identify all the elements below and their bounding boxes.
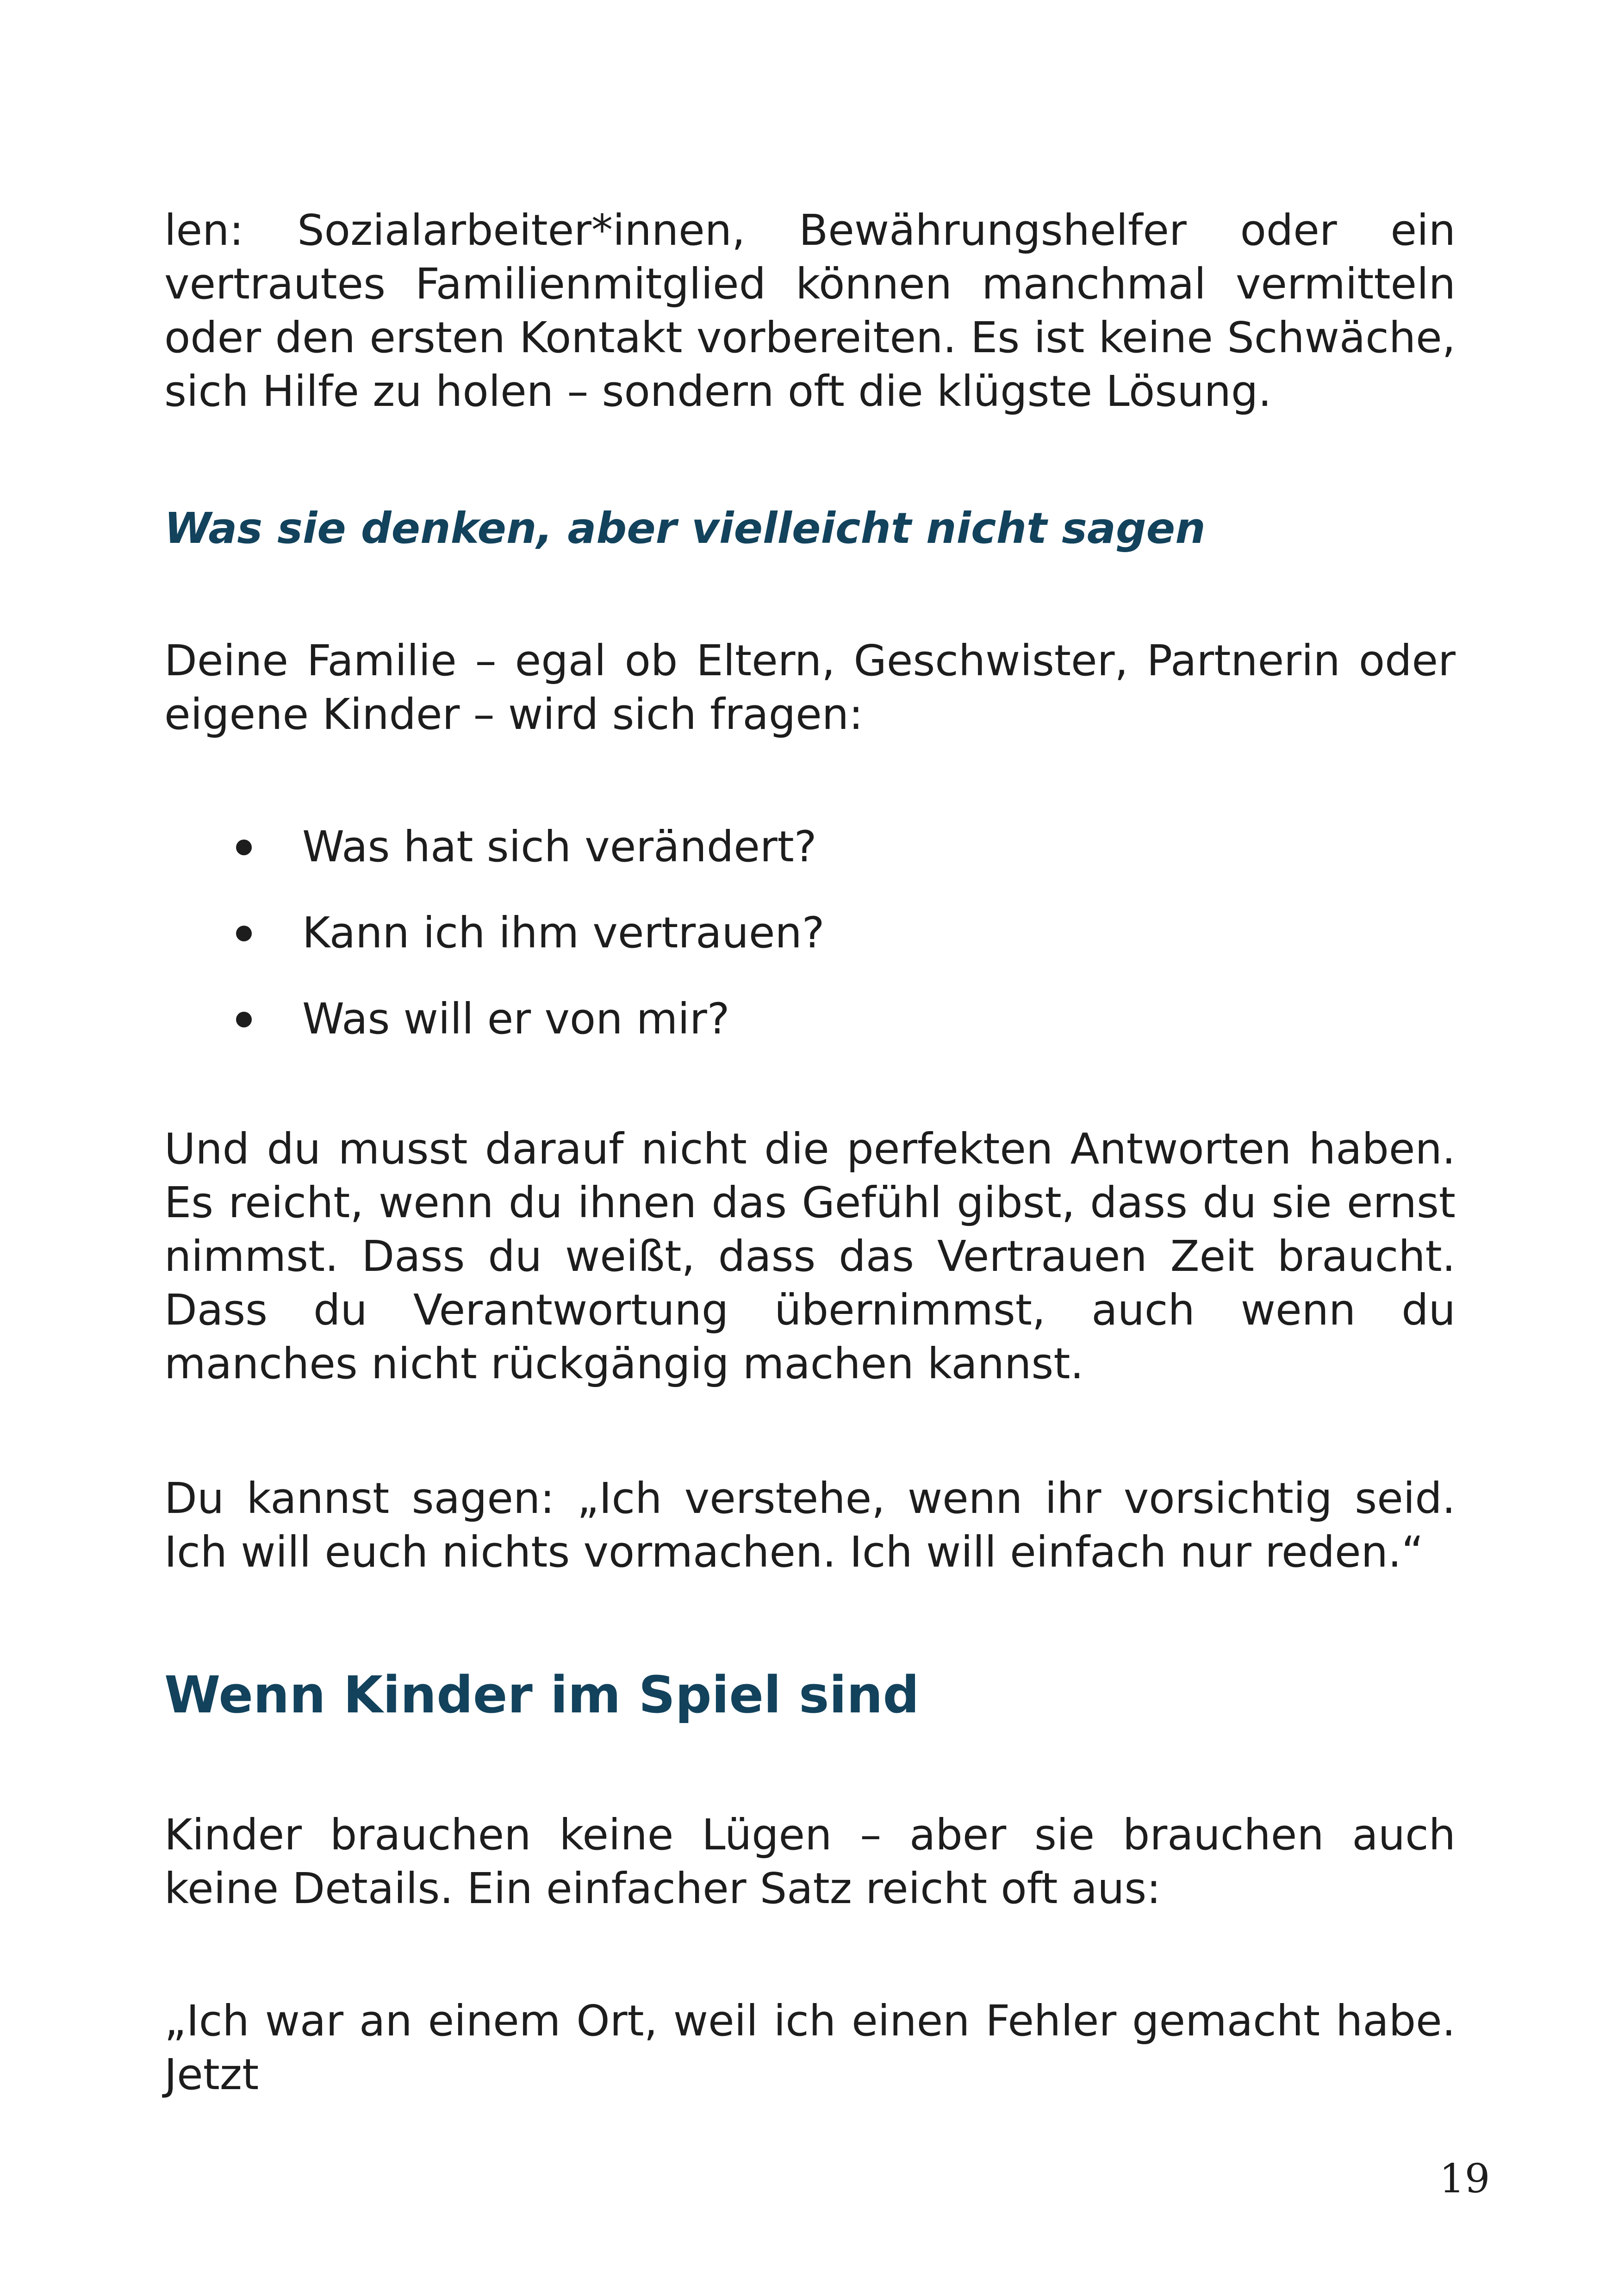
paragraph-example-quote: „Ich war an einem Ort, weil ich einen Fehler gemacht habe. Jetzt	[164, 1996, 1456, 2099]
paragraph-quote: Du kannst sagen: „Ich verstehe, wenn ihr vorsichtig seid. Ich will euch nichts vormachen. Ich will einfach nur reden.“	[164, 1474, 1456, 1577]
list-item-text: Was will er von mir?	[302, 994, 730, 1044]
paragraph-family: Deine Familie – egal ob Eltern, Geschwister, Partnerin oder eigene Kinder – wird sich fragen:	[164, 636, 1456, 739]
section-heading: Wenn Kinder im Spiel sind	[164, 1665, 920, 1724]
list-item	[164, 820, 1456, 874]
bullet-icon	[236, 840, 252, 855]
list-item-text: Kann ich ihm vertrauen?	[302, 908, 825, 958]
paragraph-children: Kinder brauchen keine Lügen – aber sie brauchen auch keine Details. Ein einfacher Satz reicht oft aus:	[164, 1810, 1456, 1913]
bullet-icon	[236, 1012, 252, 1027]
question-list	[164, 820, 1456, 1046]
list-item-text: Was hat sich verändert?	[302, 822, 817, 871]
paragraph-answers: Und du musst darauf nicht die perfekten Antworten haben. Es reicht, wenn du ihnen das Gefühl gibst, dass du sie ernst nimmst. Dass du weißt, dass das Vertrauen Zeit braucht. Dass du Verantwortung übernimmst, auch wenn du manches nicht rückgängig machen kannst.	[164, 1124, 1456, 1388]
paragraph-intro: len: Sozialarbeiter*innen, Bewährungshelfer oder ein vertrautes Familienmitglied können manchmal vermitteln oder den ersten Kontakt vorbereiten. Es ist keine Schwäche, sich Hilfe zu holen – sondern oft die klügste Lösung.	[164, 205, 1456, 416]
page-number: 19	[1439, 2156, 1490, 2202]
bullet-icon	[236, 926, 252, 941]
page-content	[164, 204, 1456, 2102]
list-item	[164, 906, 1456, 960]
list-item	[164, 992, 1456, 1046]
subheading: Was sie denken, aber vielleicht nicht sagen	[164, 504, 1206, 553]
